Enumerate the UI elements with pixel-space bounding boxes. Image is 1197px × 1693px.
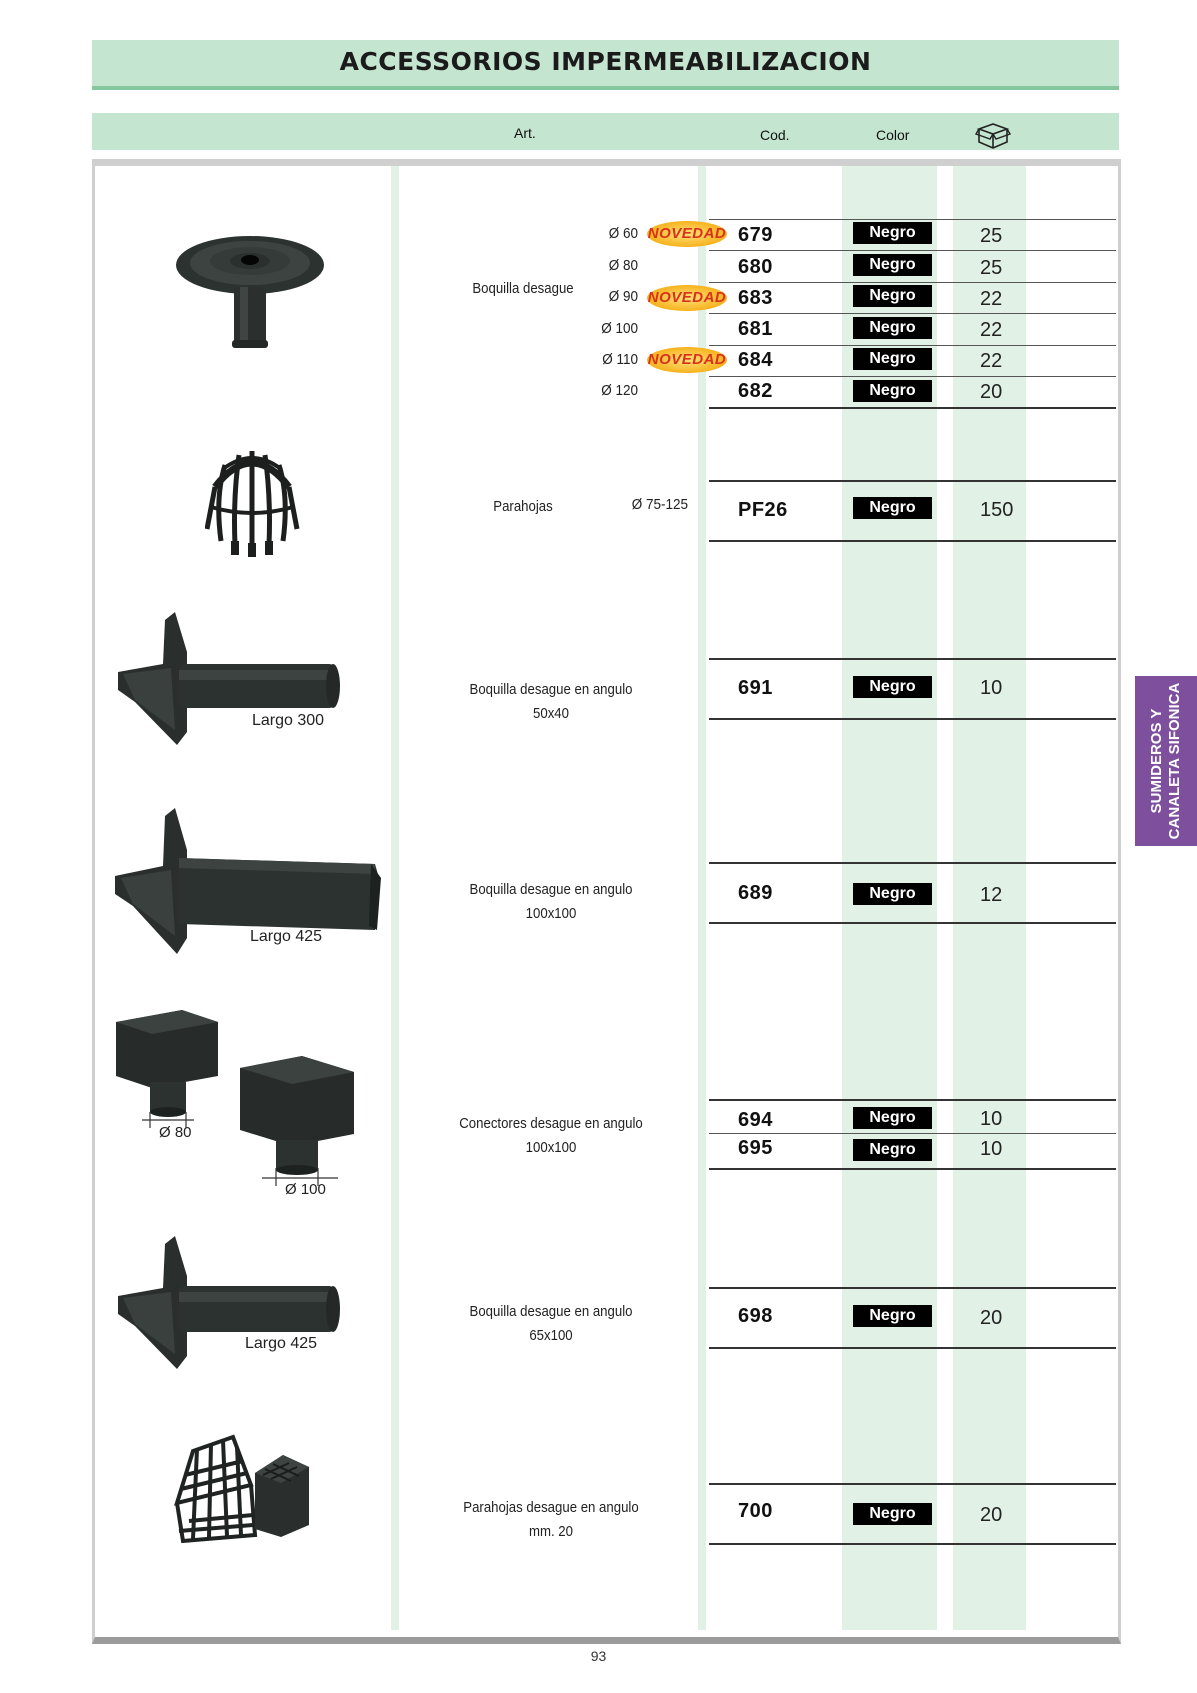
row-divider <box>709 407 1116 409</box>
package-qty: 22 <box>980 319 1003 341</box>
dimension-label: Ø 100 <box>285 1181 326 1198</box>
title-bar <box>92 40 1119 90</box>
novedad-badge: NOVEDAD <box>647 285 727 311</box>
product-code: 684 <box>738 349 773 371</box>
boquilla-angulo-65x100-image <box>115 1236 355 1374</box>
row-divider <box>709 718 1116 720</box>
row-divider <box>709 313 1116 314</box>
color-badge: Negro <box>853 1107 932 1129</box>
color-badge: Negro <box>853 1503 932 1525</box>
row-divider <box>709 1347 1116 1349</box>
package-qty: 10 <box>980 1138 1003 1160</box>
package-qty: 22 <box>980 288 1003 310</box>
product-code: 681 <box>738 318 773 340</box>
package-qty: 10 <box>980 677 1003 699</box>
boquilla-desague-image <box>170 232 330 360</box>
product-name: Boquilla desague en angulo <box>469 881 633 898</box>
color-badge: Negro <box>853 497 932 519</box>
product-code: PF26 <box>738 499 788 521</box>
row-divider <box>709 250 1116 251</box>
row-divider <box>709 282 1116 283</box>
row-divider <box>709 480 1116 482</box>
color-badge: Negro <box>853 1305 932 1327</box>
product-name: Parahojas <box>493 498 553 515</box>
novedad-badge: NOVEDAD <box>647 347 727 373</box>
header-art: Art. <box>514 125 536 141</box>
product-size: 100x100 <box>525 1139 577 1156</box>
color-badge: Negro <box>853 254 932 276</box>
color-badge: Negro <box>853 676 932 698</box>
diameter-label: Ø 80 <box>608 257 638 274</box>
package-qty: 10 <box>980 1108 1003 1130</box>
conectores-image <box>112 1008 362 1198</box>
product-size: mm. 20 <box>528 1523 573 1540</box>
parahojas-image <box>205 447 300 559</box>
color-badge: Negro <box>853 317 932 339</box>
color-badge: Negro <box>853 380 932 402</box>
parahojas-angulo-image <box>173 1433 313 1545</box>
diameter-label: Ø 110 <box>602 351 638 368</box>
product-code: 682 <box>738 380 773 402</box>
product-name: Boquilla desague en angulo <box>469 1303 633 1320</box>
row-divider <box>709 219 1116 220</box>
row-divider <box>709 1543 1116 1545</box>
diameter-label: Ø 100 <box>601 320 638 337</box>
package-qty: 22 <box>980 350 1003 372</box>
length-caption: Largo 425 <box>250 928 323 945</box>
row-divider <box>709 922 1116 924</box>
row-divider <box>709 1287 1116 1289</box>
column-divider <box>391 166 399 1630</box>
package-qty: 20 <box>980 1504 1003 1526</box>
row-divider <box>709 658 1116 660</box>
product-name: Boquilla desague en angulo <box>469 681 633 698</box>
package-qty: 20 <box>980 381 1003 403</box>
side-tab-label: SUMIDEROS Y CANALETA SIFONICA <box>1148 682 1183 840</box>
product-code: 691 <box>738 677 773 699</box>
row-divider <box>709 1168 1116 1170</box>
product-name: Parahojas desague en angulo <box>463 1499 639 1516</box>
page-title: ACCESSORIOS IMPERMEABILIZACION <box>339 47 872 76</box>
row-divider <box>709 1483 1116 1485</box>
product-code: 689 <box>738 882 773 904</box>
row-divider <box>709 540 1116 542</box>
row-divider <box>709 376 1116 377</box>
color-badge: Negro <box>853 285 932 307</box>
row-divider <box>709 1133 1116 1134</box>
package-qty: 20 <box>980 1307 1003 1329</box>
product-code: 695 <box>738 1137 773 1159</box>
dimension-label: Ø 80 <box>159 1124 192 1141</box>
package-qty: 150 <box>980 499 1014 521</box>
column-divider <box>698 166 706 1630</box>
package-qty: 25 <box>980 257 1003 279</box>
page-number: 93 <box>590 1648 607 1664</box>
diameter-label: Ø 60 <box>608 225 638 242</box>
product-size: 100x100 <box>525 905 577 922</box>
boquilla-angulo-100x100-image <box>113 808 383 956</box>
novedad-badge: NOVEDAD <box>647 221 727 247</box>
product-code: 700 <box>738 1500 773 1522</box>
table-header-bar <box>92 113 1119 150</box>
diameter-label: Ø 120 <box>601 382 638 399</box>
diameter-label: Ø 75-125 <box>631 496 688 513</box>
diameter-label: Ø 90 <box>608 288 638 305</box>
color-badge: Negro <box>853 883 932 905</box>
row-divider <box>709 345 1116 346</box>
product-code: 683 <box>738 287 773 309</box>
product-size: 65x100 <box>529 1327 573 1344</box>
product-name: Boquilla desague <box>472 280 574 297</box>
row-divider <box>709 862 1116 864</box>
color-badge: Negro <box>853 1139 932 1161</box>
section-side-tab[interactable] <box>1135 676 1197 846</box>
product-code: 698 <box>738 1305 773 1327</box>
color-badge: Negro <box>853 348 932 370</box>
box-icon <box>975 120 1011 150</box>
product-name: Conectores desague en angulo <box>459 1115 643 1132</box>
product-size: 50x40 <box>533 705 569 722</box>
row-divider <box>709 1099 1116 1101</box>
package-qty: 12 <box>980 884 1003 906</box>
color-badge: Negro <box>853 222 932 244</box>
header-color: Color <box>876 127 910 143</box>
product-code: 679 <box>738 224 773 246</box>
header-cod: Cod. <box>760 127 790 143</box>
length-caption: Largo 300 <box>252 712 325 729</box>
product-code: 694 <box>738 1109 773 1131</box>
product-code: 680 <box>738 256 773 278</box>
length-caption: Largo 425 <box>245 1335 318 1352</box>
package-qty: 25 <box>980 225 1003 247</box>
